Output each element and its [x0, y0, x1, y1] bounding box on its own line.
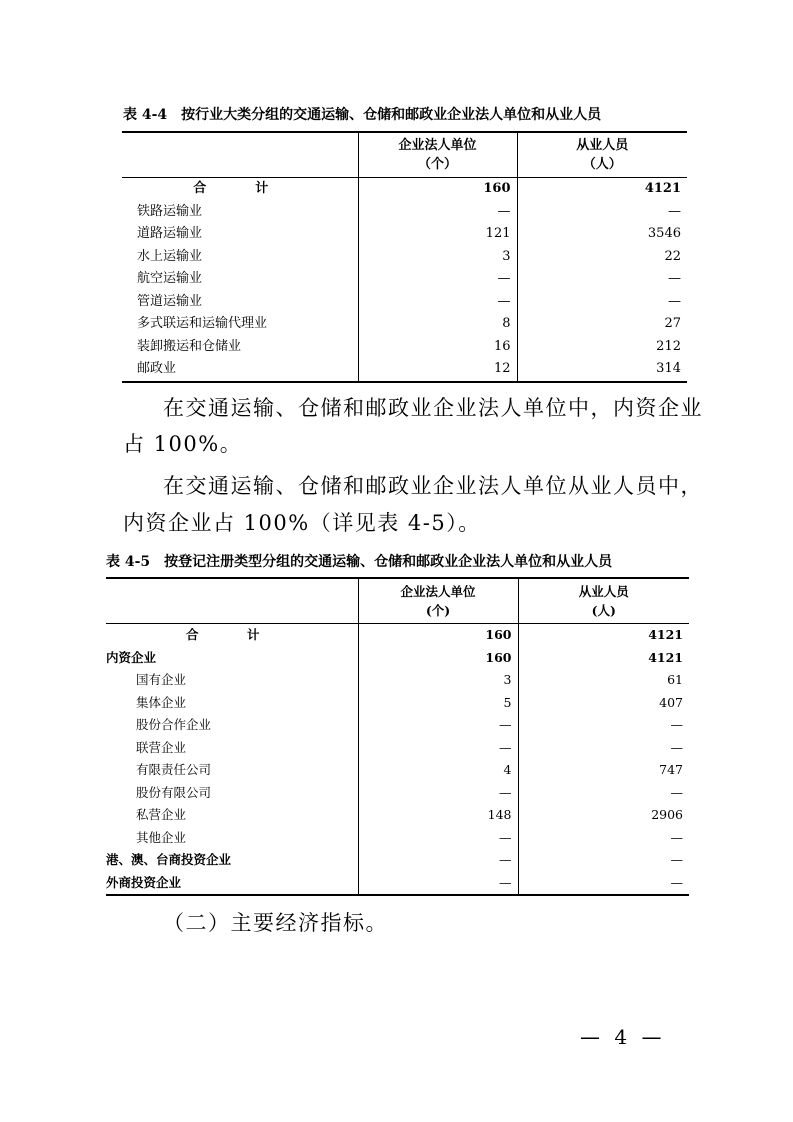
paragraph-1-line-1: 在交通运输、仓储和邮政业企业法人单位中，内资企业 [163, 396, 703, 420]
column-header-units-line1: 企业法人单位 [400, 584, 476, 599]
cell-persons: 22 [517, 246, 687, 269]
cell-units: — [358, 849, 518, 872]
column-header-persons [517, 132, 687, 178]
cell-persons: 4121 [518, 647, 689, 670]
table-row-foreign [106, 872, 689, 896]
cell-units: — [358, 268, 517, 291]
cell-persons: 3546 [517, 223, 687, 246]
cell-persons: 4121 [517, 178, 687, 201]
cell-persons: — [518, 849, 689, 872]
table-row [106, 782, 689, 805]
row-label: 管道运输业 [137, 293, 203, 309]
cell-units: 16 [358, 336, 517, 359]
paragraph-2-line-2: 内资企业占 100%（详见表 4-5）。 [123, 511, 481, 535]
table-row [122, 358, 687, 382]
row-label: 股份有限公司 [136, 784, 212, 800]
table-row [106, 692, 689, 715]
table-row [106, 737, 689, 760]
cell-units: 160 [358, 624, 518, 647]
section-heading: （二）主要经济指标。 [163, 911, 388, 935]
cell-units: 160 [358, 178, 517, 201]
paragraph-1-line-2: 占 100%。 [123, 432, 243, 456]
column-header-units-line2: （个） [417, 157, 457, 172]
row-label: 道路运输业 [137, 226, 203, 241]
table-4-5-number: 表 4-5 [106, 554, 151, 570]
row-label: 有限责任公司 [136, 762, 212, 777]
cell-units: 148 [358, 804, 518, 827]
cell-persons: 4121 [518, 624, 689, 647]
table-row [122, 336, 687, 359]
row-label: 内资企业 [106, 649, 157, 665]
header-blank [122, 132, 358, 178]
page-number-value: 4 [614, 1025, 628, 1049]
cell-units: — [358, 201, 517, 224]
cell-units: — [358, 872, 518, 896]
cell-persons: — [517, 201, 687, 224]
cell-persons: — [517, 291, 687, 314]
table-row [122, 223, 687, 246]
table-row [106, 827, 689, 850]
table-4-4-number: 表 4-4 [123, 107, 168, 123]
table-row-total [122, 178, 687, 201]
row-label: 港、澳、台商投资企业 [106, 852, 232, 867]
table-4-5-caption [106, 551, 612, 571]
cell-units: 160 [358, 647, 518, 670]
cell-units: 121 [358, 223, 517, 246]
table-row [106, 714, 689, 737]
cell-units: 5 [358, 692, 518, 715]
page-dash-right: — [641, 1025, 662, 1049]
row-label-total: 合 计 [185, 627, 278, 642]
table-row-hmt [106, 849, 689, 872]
cell-units: 3 [358, 669, 518, 692]
column-header-persons-line1: 从业人员 [576, 138, 629, 153]
page-number [580, 1025, 661, 1049]
table-4-5-title: 按登记注册类型分组的交通运输、仓储和邮政业企业法人单位和从业人员 [164, 554, 613, 570]
row-label: 其他企业 [136, 829, 187, 845]
cell-persons: — [518, 872, 689, 896]
row-label: 国有企业 [136, 672, 187, 687]
cell-persons: — [518, 714, 689, 737]
column-header-persons-line1: 从业人员 [578, 584, 629, 599]
row-label: 装卸搬运和仓储业 [137, 338, 242, 354]
table-4-4-title: 按行业大类分组的交通运输、仓储和邮政业企业法人单位和从业人员 [181, 107, 602, 123]
table-row [122, 246, 687, 269]
cell-persons: 747 [518, 759, 689, 782]
page-dash-left: — [580, 1025, 600, 1049]
table-row [122, 268, 687, 291]
row-label: 铁路运输业 [137, 203, 203, 219]
cell-units: — [358, 782, 518, 805]
column-header-units-line2: (个) [425, 603, 451, 618]
header-blank [106, 578, 358, 624]
cell-persons: 2906 [518, 804, 689, 827]
cell-persons: — [518, 737, 689, 760]
cell-units: 8 [358, 313, 517, 336]
row-label: 邮政业 [137, 361, 177, 376]
table-row [122, 291, 687, 314]
row-label: 联营企业 [136, 739, 187, 755]
paragraph-2-line-1: 在交通运输、仓储和邮政业企业法人单位从业人员中， [163, 474, 703, 498]
column-header-units [358, 578, 518, 624]
table-row [106, 669, 689, 692]
cell-units: 3 [358, 246, 517, 269]
cell-persons: 61 [518, 669, 689, 692]
cell-units: — [358, 291, 517, 314]
table-row-total [106, 624, 689, 647]
table-row [122, 201, 687, 224]
row-label: 航空运输业 [137, 271, 203, 286]
table-4-5 [106, 577, 689, 896]
cell-persons: 407 [518, 692, 689, 715]
row-label: 集体企业 [136, 694, 187, 710]
cell-units: — [358, 737, 518, 760]
column-header-persons-line2: （人） [582, 157, 622, 172]
row-label-total: 合 计 [193, 181, 287, 196]
table-4-4-caption [123, 104, 601, 124]
cell-persons: 212 [517, 336, 687, 359]
column-header-persons [518, 578, 689, 624]
row-label: 股份合作企业 [136, 717, 212, 732]
row-label: 私营企业 [136, 807, 187, 822]
cell-units: — [358, 714, 518, 737]
cell-persons: — [517, 268, 687, 291]
table-row [106, 804, 689, 827]
table-4-4 [122, 131, 687, 383]
cell-persons: — [518, 782, 689, 805]
column-header-persons-line2: (人) [591, 603, 616, 618]
column-header-units [358, 132, 517, 178]
table-row-domestic [106, 647, 689, 670]
cell-units: — [358, 827, 518, 850]
table-row [106, 759, 689, 782]
cell-units: 4 [358, 759, 518, 782]
cell-persons: — [518, 827, 689, 850]
row-label: 水上运输业 [137, 248, 203, 264]
cell-persons: 27 [517, 313, 687, 336]
column-header-units-line1: 企业法人单位 [398, 138, 477, 153]
cell-units: 12 [358, 358, 517, 382]
cell-persons: 314 [517, 358, 687, 382]
table-row [122, 313, 687, 336]
row-label: 多式联运和运输代理业 [137, 316, 268, 331]
row-label: 外商投资企业 [106, 874, 182, 890]
